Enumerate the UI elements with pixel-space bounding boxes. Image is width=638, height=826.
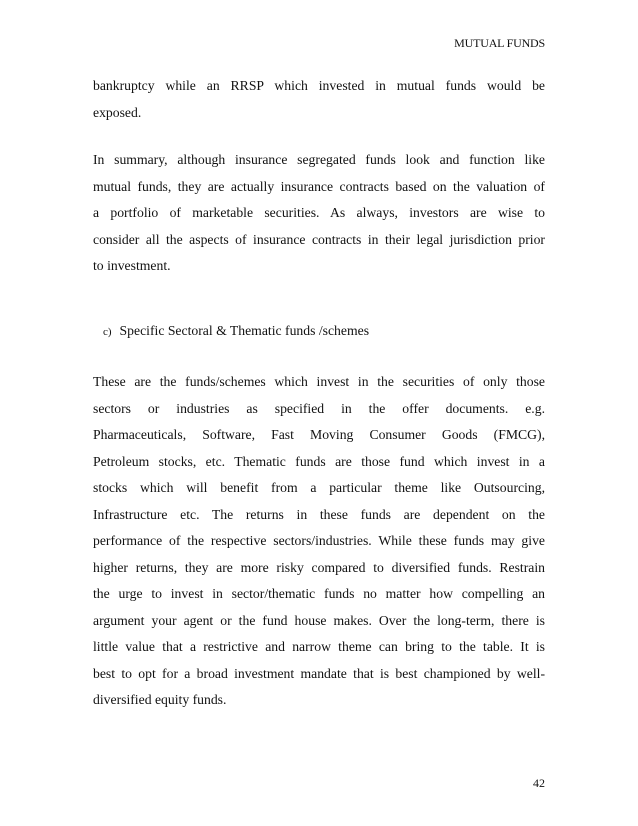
- paragraph-line: sectors or industries as specified in the offer documents. e.g.: [93, 400, 545, 416]
- section-title: Specific Sectoral & Thematic funds /schemes: [119, 323, 370, 338]
- paragraph-line: In summary, although insurance segregated funds look and function like: [93, 152, 545, 167]
- paragraph-summary: [93, 147, 545, 280]
- paragraph-line: stocks which will benefit from a particular theme like Outsourcing,: [93, 480, 545, 495]
- running-header: MUTUAL FUNDS: [454, 36, 545, 50]
- paragraph-line: Pharmaceuticals, Software, Fast Moving Consumer Goods (FMCG),: [93, 427, 545, 442]
- paragraph-line: argument your agent or the fund house makes. Over the long-term, there is: [93, 612, 545, 628]
- paragraph-bankruptcy: [93, 73, 545, 126]
- page-number: 42: [533, 776, 545, 790]
- paragraph-line: performance of the respective sectors/industries. While these funds may give: [93, 533, 545, 548]
- section-heading: [103, 323, 369, 339]
- section-marker: c): [103, 326, 112, 338]
- paragraph-line: consider all the aspects of insurance contracts in their legal jurisdiction prior: [93, 231, 545, 247]
- paragraph-line: the urge to invest in sector/thematic funds no matter how compelling an: [93, 586, 545, 601]
- paragraph-line: exposed.: [93, 104, 142, 120]
- paragraph-line: bankruptcy while an RRSP which invested in mutual funds would be: [93, 78, 545, 93]
- paragraph-line: mutual funds, they are actually insurance contracts based on the valuation of: [93, 178, 545, 194]
- paragraph-line: diversified equity funds.: [93, 692, 227, 707]
- paragraph-line: a portfolio of marketable securities. As always, investors are wise to: [93, 205, 545, 220]
- paragraph-line: These are the funds/schemes which invest in the securities of only those: [93, 374, 545, 389]
- paragraph-line: Petroleum stocks, etc. Thematic funds are those fund which invest in a: [93, 453, 545, 469]
- paragraph-line: to investment.: [93, 258, 171, 273]
- paragraph-line: Infrastructure etc. The returns in these funds are dependent on the: [93, 506, 545, 522]
- paragraph-sectoral-funds: [93, 369, 545, 714]
- paragraph-line: little value that a restrictive and narrow theme can bring to the table. It is: [93, 639, 545, 654]
- paragraph-line: higher returns, they are more risky compared to diversified funds. Restrain: [93, 559, 545, 575]
- paragraph-line: best to opt for a broad investment mandate that is best championed by well-: [93, 665, 545, 681]
